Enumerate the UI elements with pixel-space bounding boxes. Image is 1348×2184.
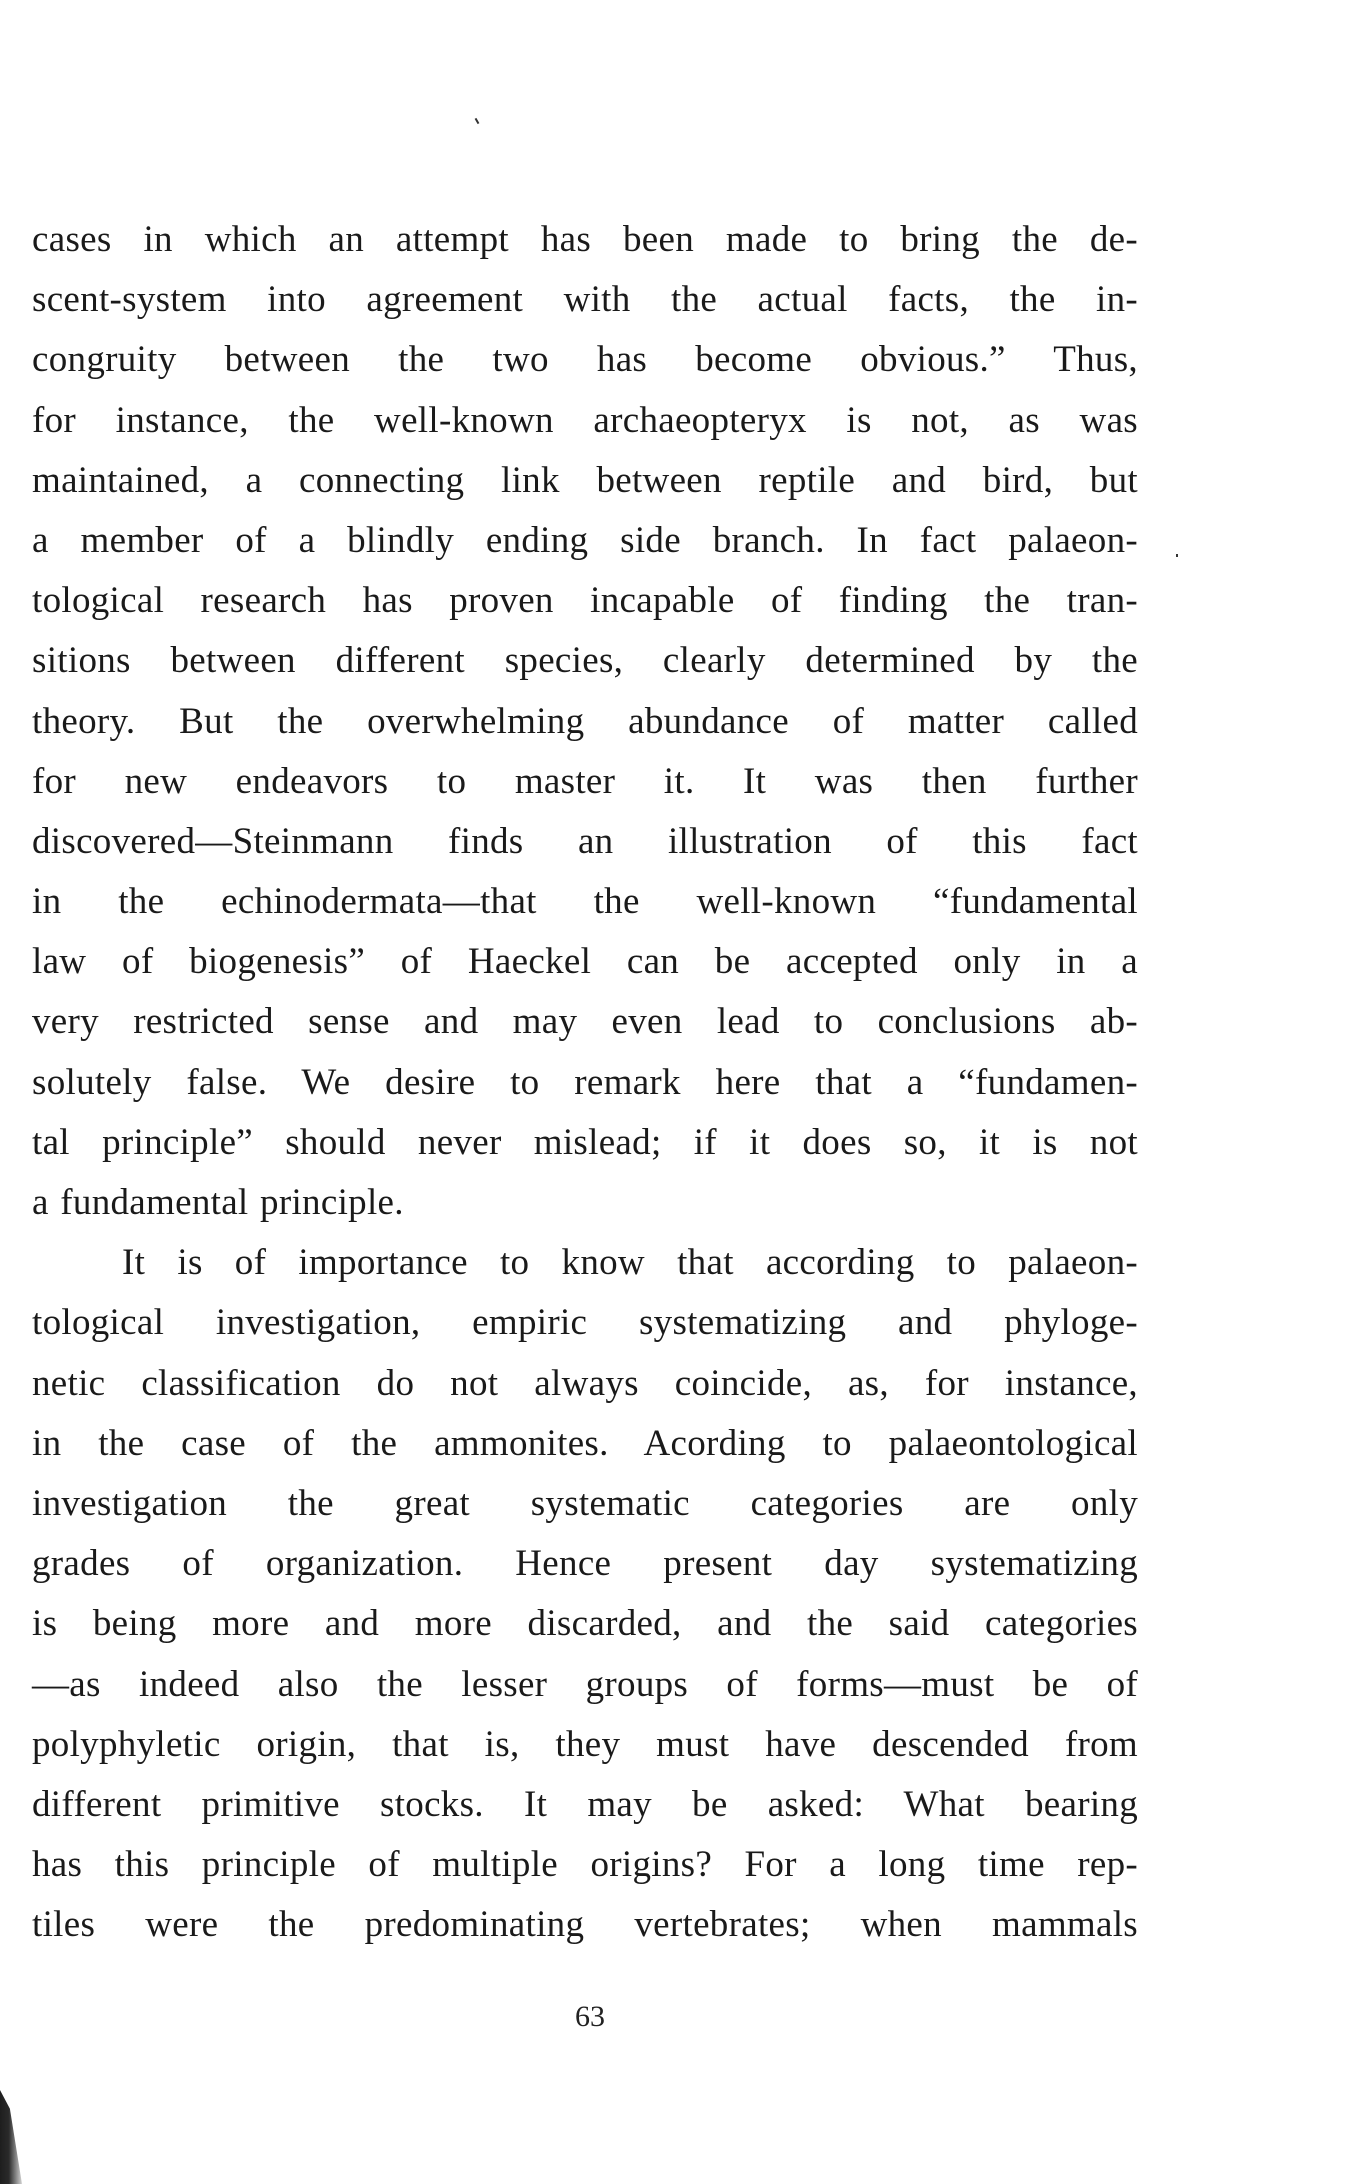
text-line: scent-system into agreement with the actual facts, the in-	[32, 279, 1138, 321]
text-line: is being more and more discarded, and the said categories	[32, 1603, 1138, 1645]
text-line: tiles were the predominating vertebrates; when mammals	[32, 1904, 1138, 1946]
text-line: cases in which an attempt has been made to bring the de-	[32, 219, 1138, 260]
text-line: congruity between the two has become obvious.” Thus,	[32, 339, 1138, 381]
text-line: tological research has proven incapable of finding the tran-	[32, 580, 1138, 622]
text-line: for instance, the well-known archaeopteryx is not, as was	[32, 399, 1138, 441]
text-line: for new endeavors to master it. It was then further	[32, 760, 1138, 802]
scan-speck	[1176, 554, 1178, 557]
text-line: discovered—Steinmann finds an illustration of this fact	[32, 820, 1138, 862]
body-text	[32, 210, 1138, 1955]
text-line: —as indeed also the lesser groups of forms—must be of	[32, 1663, 1138, 1705]
text-line: investigation the great systematic categories are only	[32, 1482, 1138, 1524]
text-line: tological investigation, empiric systematizing and phyloge-	[32, 1302, 1138, 1344]
text-line: a member of a blindly ending side branch. In fact palaeon-	[32, 519, 1138, 561]
text-line: has this principle of multiple origins? For a long time rep-	[32, 1844, 1138, 1886]
text-line: maintained, a connecting link between reptile and bird, but	[32, 459, 1138, 501]
text-line: grades of organization. Hence present day systematizing	[32, 1543, 1138, 1585]
text-line: law of biogenesis” of Haeckel can be accepted only in a	[32, 941, 1138, 983]
paragraph-end-line: a fundamental principle.	[32, 1182, 404, 1223]
text-line: tal principle” should never mislead; if it does so, it is not	[32, 1121, 1138, 1163]
text-line: in the case of the ammonites. Acording to palaeontological	[32, 1422, 1138, 1464]
page-number: 63	[575, 2000, 605, 2033]
text-line: theory. But the overwhelming abundance of matter called	[32, 700, 1138, 742]
paragraph-start-line: It is of importance to know that according to palaeon-	[122, 1242, 1138, 1284]
text-line: very restricted sense and may even lead to conclusions ab-	[32, 1001, 1138, 1043]
binding-edge-shadow	[0, 2090, 22, 2184]
text-line: different primitive stocks. It may be asked: What bearing	[32, 1783, 1138, 1825]
scan-speck	[475, 118, 480, 124]
text-line: in the echinodermata—that the well-known “fundamental	[32, 881, 1138, 923]
text-line: sitions between different species, clearly determined by the	[32, 640, 1138, 682]
text-line: polyphyletic origin, that is, they must have descended from	[32, 1723, 1138, 1765]
text-line: solutely false. We desire to remark here that a “fundamen-	[32, 1061, 1138, 1103]
text-line: netic classification do not always coincide, as, for instance,	[32, 1362, 1138, 1404]
